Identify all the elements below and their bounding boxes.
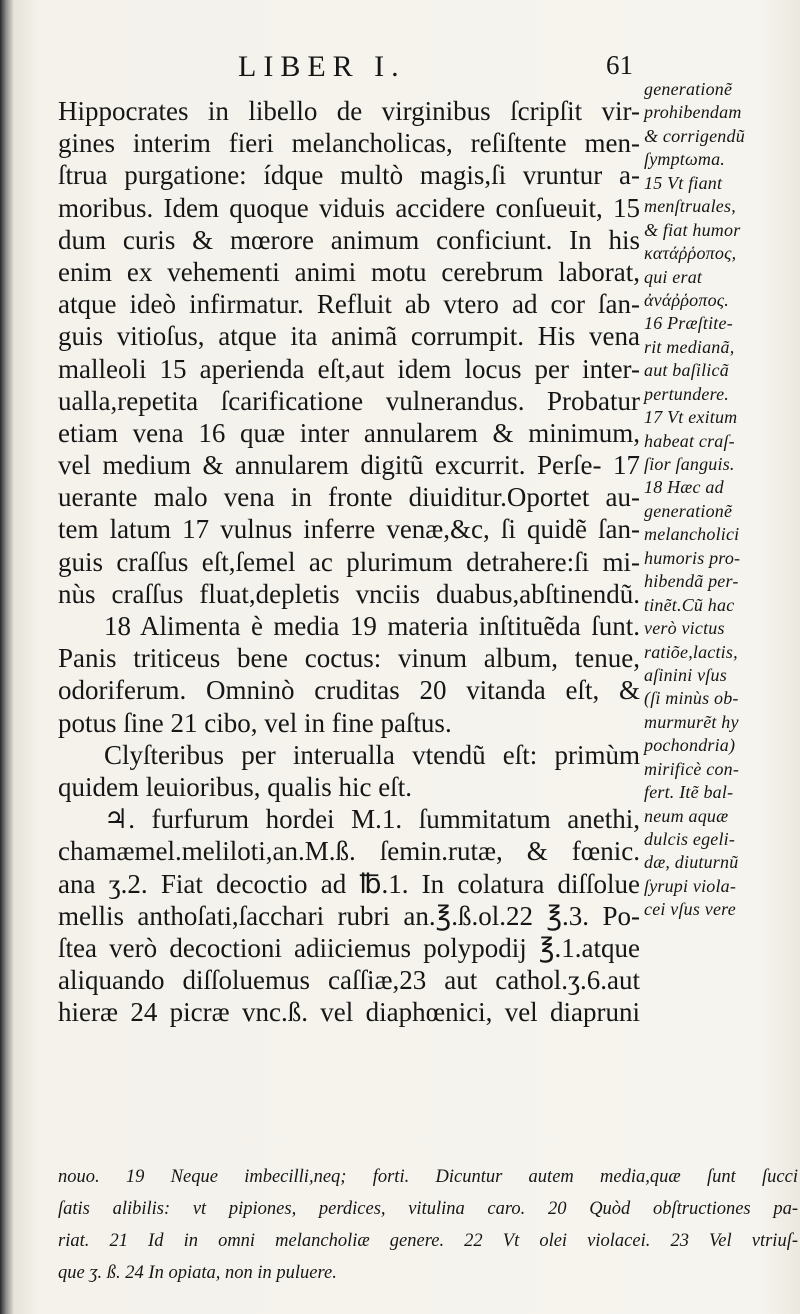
text-line: 18 Alimenta è media 19 materia inſtituẽda ſunt.	[104, 611, 640, 641]
margin-note-line: generationẽ	[644, 500, 733, 521]
margin-note-line: dulcis egeli-	[644, 829, 736, 849]
text-line: enim ex vehementi animi motu cerebrum laborat,	[58, 256, 640, 287]
recipe-line: hieræ 24 picræ vnc.ß. vel diaphœnici, vel diapruni	[58, 997, 640, 1028]
footnotes	[58, 1161, 798, 1289]
recipe-line: ſtea verò decoctioni adiiciemus polypodij ℥.1.atque	[58, 932, 640, 963]
footnote-line: que ʒ. ß. 24 In opiata, non in puluere.	[58, 1263, 337, 1283]
margin-note-line: 16 Præſtite-	[644, 313, 733, 334]
margin-note-line: neum aquæ	[644, 805, 729, 826]
text-line: ualla,repetita ſcarificatione vulnerandus. Probatur	[58, 385, 640, 416]
margin-note-line: dæ, diuturnũ	[644, 852, 739, 873]
margin-note-line: murmurẽt hy	[644, 711, 739, 732]
margin-note-line: mirificè con-	[644, 758, 740, 779]
margin-note-line: prohibendam	[644, 102, 742, 123]
margin-note-line: tinẽt.Cũ hac	[644, 594, 735, 615]
running-title: LIBER I.	[238, 50, 406, 83]
recipe-line: chamæmel.meliloti,an.M.ß. ſemin.rutæ, & fœnic.	[58, 836, 640, 867]
text-line: moribus. Idem quoque viduis accidere conſueuit, 15	[58, 192, 640, 223]
margin-note-line: ſyrupi viola-	[644, 875, 737, 896]
text-line: etiam vena 16 quæ inter annularem & minimum,	[58, 417, 640, 448]
margin-note-line: ἀνάῤῥοπος.	[644, 289, 729, 310]
margin-note-line: ſymptωma.	[644, 149, 725, 170]
text-line: odoriferum. Omninò cruditas 20 vitanda eſt, &	[58, 675, 640, 706]
margin-note-line: 18 Hæc ad	[644, 477, 724, 498]
margin-note-line: verò victus	[644, 618, 725, 639]
main-text-column	[58, 95, 640, 1028]
recipe-line: mellis anthoſati,ſacchari rubri an.℥.ß.ol.22 ℥.3. Po-	[58, 900, 640, 931]
margin-note-line: humoris pro-	[644, 547, 741, 568]
margin-note-line: 17 Vt exitum	[644, 407, 738, 428]
footnote-line: riat. 21 Id in omni melancholiæ genere. 22 Vt olei violacei. 23 Vel vtriuſ-	[58, 1231, 798, 1251]
text-line: quidem leuioribus, qualis hic eſt.	[58, 771, 412, 802]
margin-note-line: fert. Itẽ bal-	[644, 782, 734, 803]
margin-note-line: habeat craſ-	[644, 430, 735, 451]
margin-note-line: (ſi minùs ob-	[644, 688, 739, 709]
margin-note-line: cei vſus vere	[644, 899, 736, 920]
text-line: guis vitioſus, atque ita animã corrumpit. His vena	[58, 321, 640, 352]
margin-note-line: rit medianã,	[644, 336, 735, 357]
text-line: Clyſteribus per interualla vtendũ eſt: primùm	[104, 739, 640, 770]
margin-note-line: & corrigendũ	[644, 125, 745, 146]
page-number: 61	[606, 50, 633, 80]
margin-note-line: aut baſilicã	[644, 360, 729, 381]
margin-note-line: ſior ſanguis.	[644, 454, 735, 474]
margin-note-line: qui erat	[644, 266, 703, 287]
footnote-line: nouo. 19 Neque imbecilli,neq; forti. Dicuntur autem media,quæ ſunt ſucci	[58, 1167, 798, 1187]
marginal-notes	[644, 78, 800, 922]
margin-note-line: κατάῤῥοπος,	[644, 243, 737, 264]
footnote-line: ſatis alibilis: vt pipiones, perdices, vitulina caro. 20 Quòd obſtructiones pa-	[58, 1199, 798, 1219]
text-line: Panis triticeus bene coctus: vinum album, tenue,	[58, 643, 640, 674]
margin-note-line: & fiat humor	[644, 219, 741, 240]
margin-note-line: ratiõe,lactis,	[644, 641, 738, 662]
text-line: vel medium & annularem digitũ excurrit. Perſe- 17	[58, 450, 640, 481]
margin-note-line: aſinini vſus	[644, 664, 727, 685]
text-line: dum curis & mœrore animum conficiunt. In his	[58, 224, 640, 255]
margin-note-line: hibendã per-	[644, 571, 739, 592]
text-line: nùs craſſus fluat,depletis vnciis duabus,abſtinendũ.	[58, 578, 640, 609]
text-line: tem latum 17 vulnus inferre venæ,&c, ſi quidẽ ſan-	[58, 514, 640, 545]
text-line: atque ideò infirmatur. Refluit ab vtero ad cor ſan-	[58, 289, 640, 320]
text-line: Hippocrates in libello de virginibus ſcripſit vir-	[58, 96, 640, 126]
text-line: potus ſine 21 cibo, vel in fine paſtus.	[58, 707, 452, 738]
margin-note-line: pochondria)	[644, 735, 736, 756]
recipe-line: ana ʒ.2. Fiat decoctio ad ℔.1. In colatura diſſolue	[58, 868, 640, 899]
text-line: malleoli 15 aperienda eſt,aut idem locus per inter-	[58, 353, 640, 384]
margin-note-line: generationẽ	[644, 79, 733, 99]
text-line: uerante malo vena in fronte diuiditur.Oportet au-	[58, 482, 640, 513]
margin-note-line: pertundere.	[644, 383, 730, 404]
recipe-line: ♃. furfurum hordei M.1. ſummitatum anethi,	[104, 804, 640, 835]
text-line: ſtrua purgatione: ídque multò magis,ſi vruntur a-	[58, 160, 640, 191]
margin-note-line: menſtruales,	[644, 196, 736, 217]
margin-note-line: melancholici	[644, 524, 740, 545]
margin-note-line: 15 Vt fiant	[644, 172, 723, 193]
text-line: guis craſſus eſt,ſemel ac plurimum detrahere:ſi mi-	[58, 546, 640, 577]
recipe-line: aliquando diſſoluemus caſſiæ,23 aut cathol.ʒ.6.aut	[58, 965, 640, 996]
text-line: gines interim fieri melancholicas, reſiſtente men-	[58, 128, 640, 159]
